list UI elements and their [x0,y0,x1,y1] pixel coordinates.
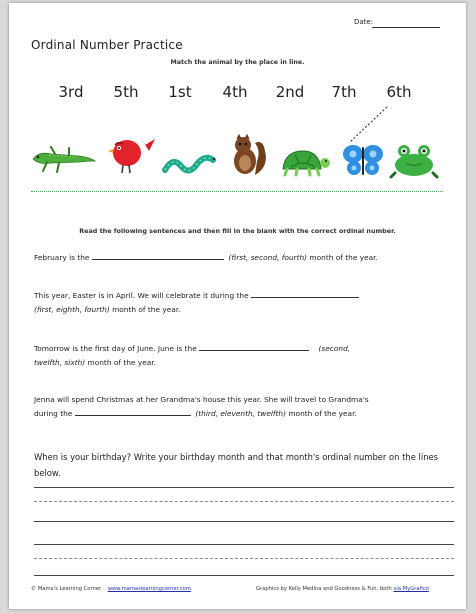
sentence-text: month of the year. [288,409,357,418]
ordinal-label: 6th [386,83,412,101]
choice-hint: (first, eighth, fourth) [34,305,110,314]
butterfly-icon[interactable] [341,143,385,179]
sentence-text: Tomorrow is the first day of June. June is the [34,344,197,353]
sentence-4 [34,393,459,421]
writing-line-mid [34,501,454,502]
footer-right [256,586,429,592]
answer-blank-3[interactable] [199,342,309,351]
worksheet-page [9,3,466,609]
ordinal-label: 2nd [275,83,305,101]
answer-blank-2[interactable] [251,289,359,298]
page-title: Ordinal Number Practice [31,38,183,52]
date-label: Date: [354,18,374,26]
sentence-text: February is the [34,253,90,262]
match-instruction: Match the animal by the place in line. [170,59,305,66]
choice-hint: twelfth, sixth) [34,358,86,367]
footer-left [31,586,191,592]
writing-line-top[interactable] [34,487,454,488]
ordinal-label: 7th [331,83,357,101]
sentence-text: This year, Easter is in April. We will celebrate it during the [34,291,249,300]
frog-icon[interactable] [389,141,439,179]
answer-blank-4[interactable] [75,407,191,416]
sentence-text: month of the year. [309,253,378,262]
sentence-text: Jenna will spend Christmas at her Grandma's house this year. She will travel to Grandma's [34,395,369,404]
ordinal-label: 1st [168,83,192,101]
cardinal-bird-icon[interactable] [105,131,159,177]
writing-line-base[interactable] [34,575,454,576]
sentence-text: month of the year. [87,358,156,367]
sentence-text: month of the year. [112,305,181,314]
mygrafico-link[interactable]: via MyGrafico [393,586,429,592]
answer-blank-1[interactable] [92,251,224,260]
writing-line-base[interactable] [34,521,454,522]
copyright: © Mama's Learning Corner [31,586,102,592]
ordinal-label: 5th [113,83,139,101]
date-blank[interactable] [372,27,440,28]
choice-hint: (second, [318,344,351,353]
credits: Graphics by Kelly Medina and Goodness & Fun, both [256,586,392,592]
site-link[interactable]: www.mamaslearningcorner.com [107,586,191,592]
fill-instruction: Read the following sentences and then fill in the blank with the correct ordinal number. [79,227,396,235]
ordinal-label: 4th [222,83,248,101]
sentence-2 [34,289,454,317]
snake-icon[interactable] [161,148,221,178]
sentence-1 [34,251,454,265]
turtle-icon[interactable] [275,145,331,179]
choice-hint: (third, eleventh, twelfth) [195,409,286,418]
lizard-icon[interactable] [29,141,99,175]
squirrel-icon[interactable] [227,131,271,179]
sentence-3 [34,342,454,370]
section-divider [31,191,443,192]
birthday-question: When is your birthday? Write your birthday month and that month's ordinal number on the lines below. [34,452,439,478]
choice-hint: (first, second, fourth) [228,253,308,262]
sentence-text: during the [34,409,73,418]
writing-line-top[interactable] [34,544,454,545]
ordinal-label: 3rd [58,83,84,101]
writing-line-mid [34,558,454,559]
